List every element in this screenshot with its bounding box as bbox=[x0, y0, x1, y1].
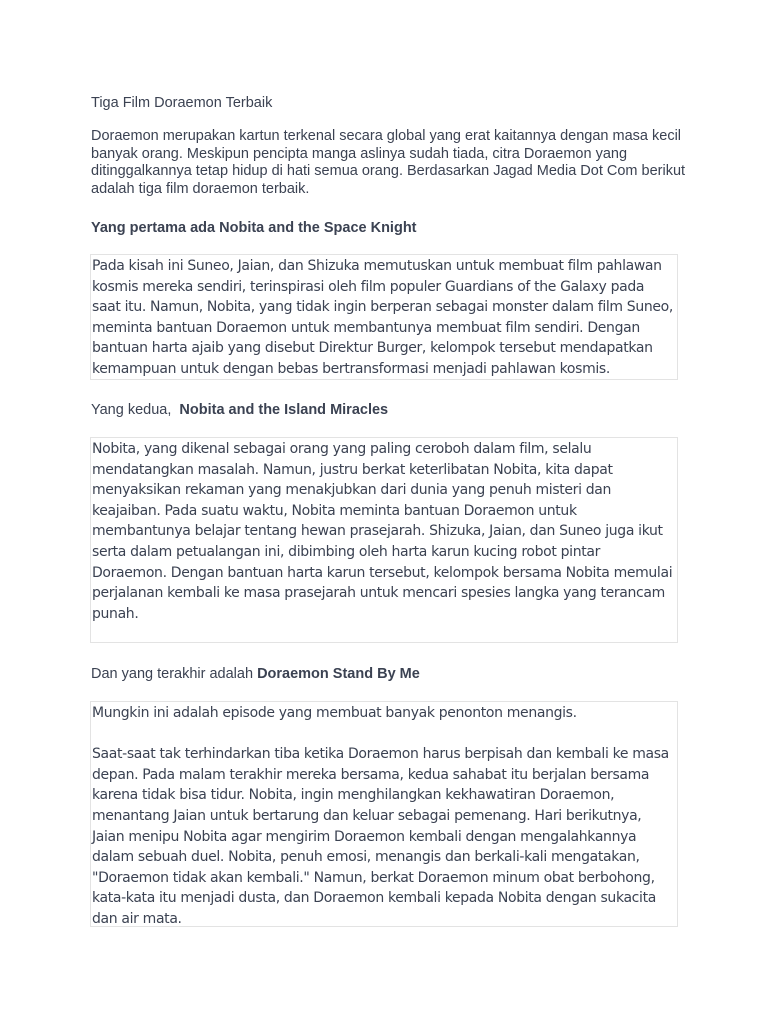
section-box-2 bbox=[90, 437, 678, 643]
section-paragraph: Nobita, yang dikenal sebagai orang yang paling ceroboh dalam film, selalu mendatangkan masalah. Namun, justru berkat keterlibatan Nobita, kita dapat menyaksikan rekaman yang menakjubkan dari dunia yang penuh misteri dan keajaiban. Pada suatu waktu, Nobita meminta bantuan Doraemon untuk membantunya belajar tentang hewan prasejarah. Shizuka, Jaian, dan Suneo juga ikut serta dalam petualangan ini, dibimbing oleh harta karun kucing robot pintar Doraemon. Dengan bantuan harta karun tersebut, kelompok bersama Nobita memulai perjalanan kembali ke masa prasejarah untuk mencari spesies langka yang terancam punah. bbox=[92, 441, 673, 622]
section-paragraph: Pada kisah ini Suneo, Jaian, dan Shizuka memutuskan untuk membuat film pahlawan kosmis mereka sendiri, terinspirasi oleh film populer Guardians of the Galaxy pada saat itu. Namun, Nobita, yang tidak ingin berperan sebagai monster dalam film Suneo, meminta bantuan Doraemon untuk membantunya membuat film sendiri. Dengan bantuan harta ajaib yang disebut Direktur Burger, kelompok tersebut mendapatkan kemampuan untuk dengan bebas bertransformasi menjadi pahlawan kosmis. bbox=[92, 258, 673, 377]
intro-paragraph: Doraemon merupakan kartun terkenal secara global yang erat kaitannya dengan masa kecil banyak orang. Meskipun pencipta manga aslinya sudah tiada, citra Doraemon yang ditinggalkannya tetap hidup di hati semua orang. Berdasarkan Jagad Media Dot Com berikut adalah tiga film doraemon terbaik. bbox=[91, 128, 686, 197]
section-heading-prefix: Dan yang terakhir adalah bbox=[91, 666, 258, 682]
section-box-1 bbox=[90, 254, 678, 380]
section-paragraph: Saat-saat tak terhindarkan tiba ketika Doraemon harus berpisah dan kembali ke masa depan. Pada malam terakhir mereka bersama, kedua sahabat itu berjalan bersama karena tidak bisa tidur. Nobita, ingin menghilangkan kekhawatiran Doraemon, menantang Jaian untuk bertarung dan keluar sebagai pemenang. Hari berikutnya, Jaian menipu Nobita agar mengirim Doraemon kembali dengan mengalahkannya dalam sebuah duel. Nobita, penuh emosi, menangis dan berkali-kali mengatakan, "Doraemon tidak akan kembali." Namun, berkat Doraemon minum obat berbohong, kata-kata itu menjadi dusta, dan Doraemon kembali kepada Nobita dengan sukacita dan air mata. bbox=[92, 746, 669, 927]
section-heading-1 bbox=[91, 219, 417, 237]
film-title: Yang pertama ada Nobita and the Space Knight bbox=[91, 220, 417, 236]
section-heading-2 bbox=[91, 401, 388, 419]
document-title: Tiga Film Doraemon Terbaik bbox=[91, 95, 273, 111]
section-heading-prefix: Yang kedua, bbox=[91, 402, 180, 418]
film-title: Nobita and the Island Miracles bbox=[179, 402, 389, 418]
section-heading-3 bbox=[91, 665, 420, 683]
film-title: Doraemon Stand By Me bbox=[257, 666, 420, 682]
section-box-3 bbox=[90, 701, 678, 927]
section-paragraph: Mungkin ini adalah episode yang membuat banyak penonton menangis. bbox=[92, 705, 577, 721]
